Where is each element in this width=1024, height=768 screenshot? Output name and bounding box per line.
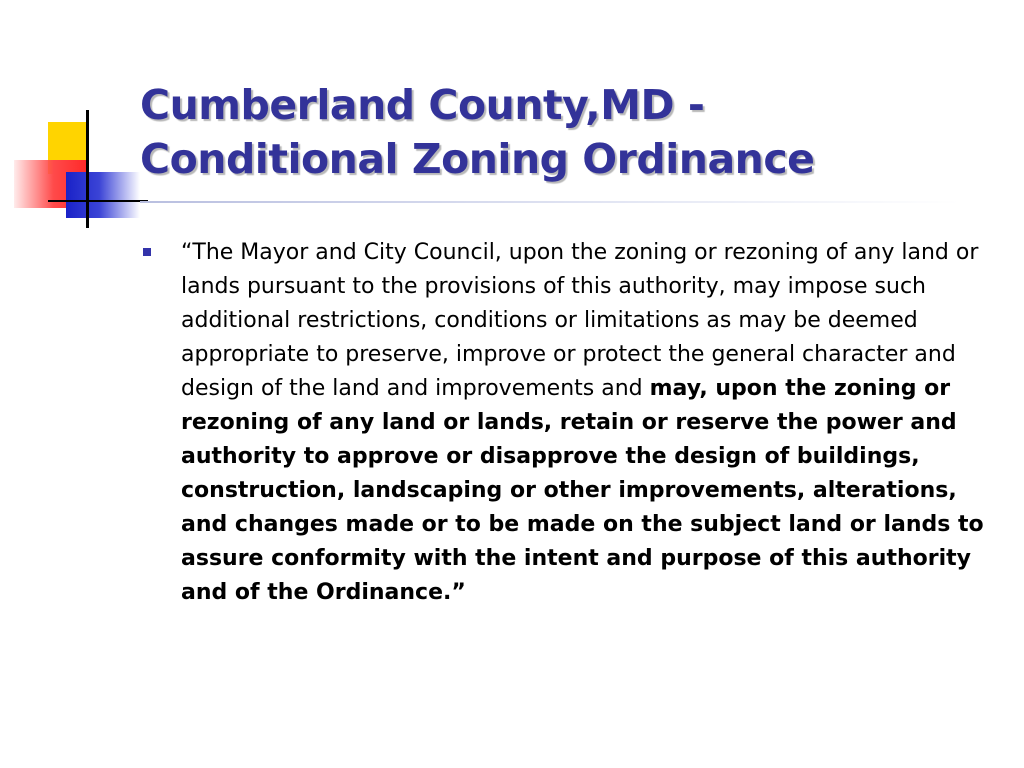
slide-title bbox=[140, 78, 1000, 186]
bullet-item bbox=[140, 236, 1000, 610]
horizontal-rule bbox=[48, 200, 148, 202]
square-bullet-icon bbox=[143, 248, 151, 256]
bullet-text bbox=[181, 236, 1000, 610]
slide-content bbox=[140, 236, 1000, 610]
bullet-text-regular: “The Mayor and City Council, upon the zoning or rezoning of any land or lands pursuant to the provisions of this authority, may impose such additional restrictions, conditions or limitations as may be deemed appropriate to preserve, improve or protect the general character and design of the land and improvements and bbox=[181, 240, 979, 401]
blue-square bbox=[66, 172, 140, 218]
bullet-text-bold: may, upon the zoning or rezoning of any land or lands, retain or reserve the power and authority to approve or disapprove the design of buildings, construction, landscaping or other improvements, alterations, and changes made or to be made on the subject land or lands to assure conformity with the intent and purpose of this authority and of the Ordinance.” bbox=[181, 376, 984, 605]
title-underline bbox=[140, 201, 960, 203]
title-line-2: Conditional Zoning Ordinance bbox=[140, 135, 815, 183]
title-line-1: Cumberland County,MD - bbox=[140, 81, 705, 129]
vertical-rule bbox=[86, 110, 89, 228]
color-blocks-logo-icon bbox=[0, 0, 160, 240]
